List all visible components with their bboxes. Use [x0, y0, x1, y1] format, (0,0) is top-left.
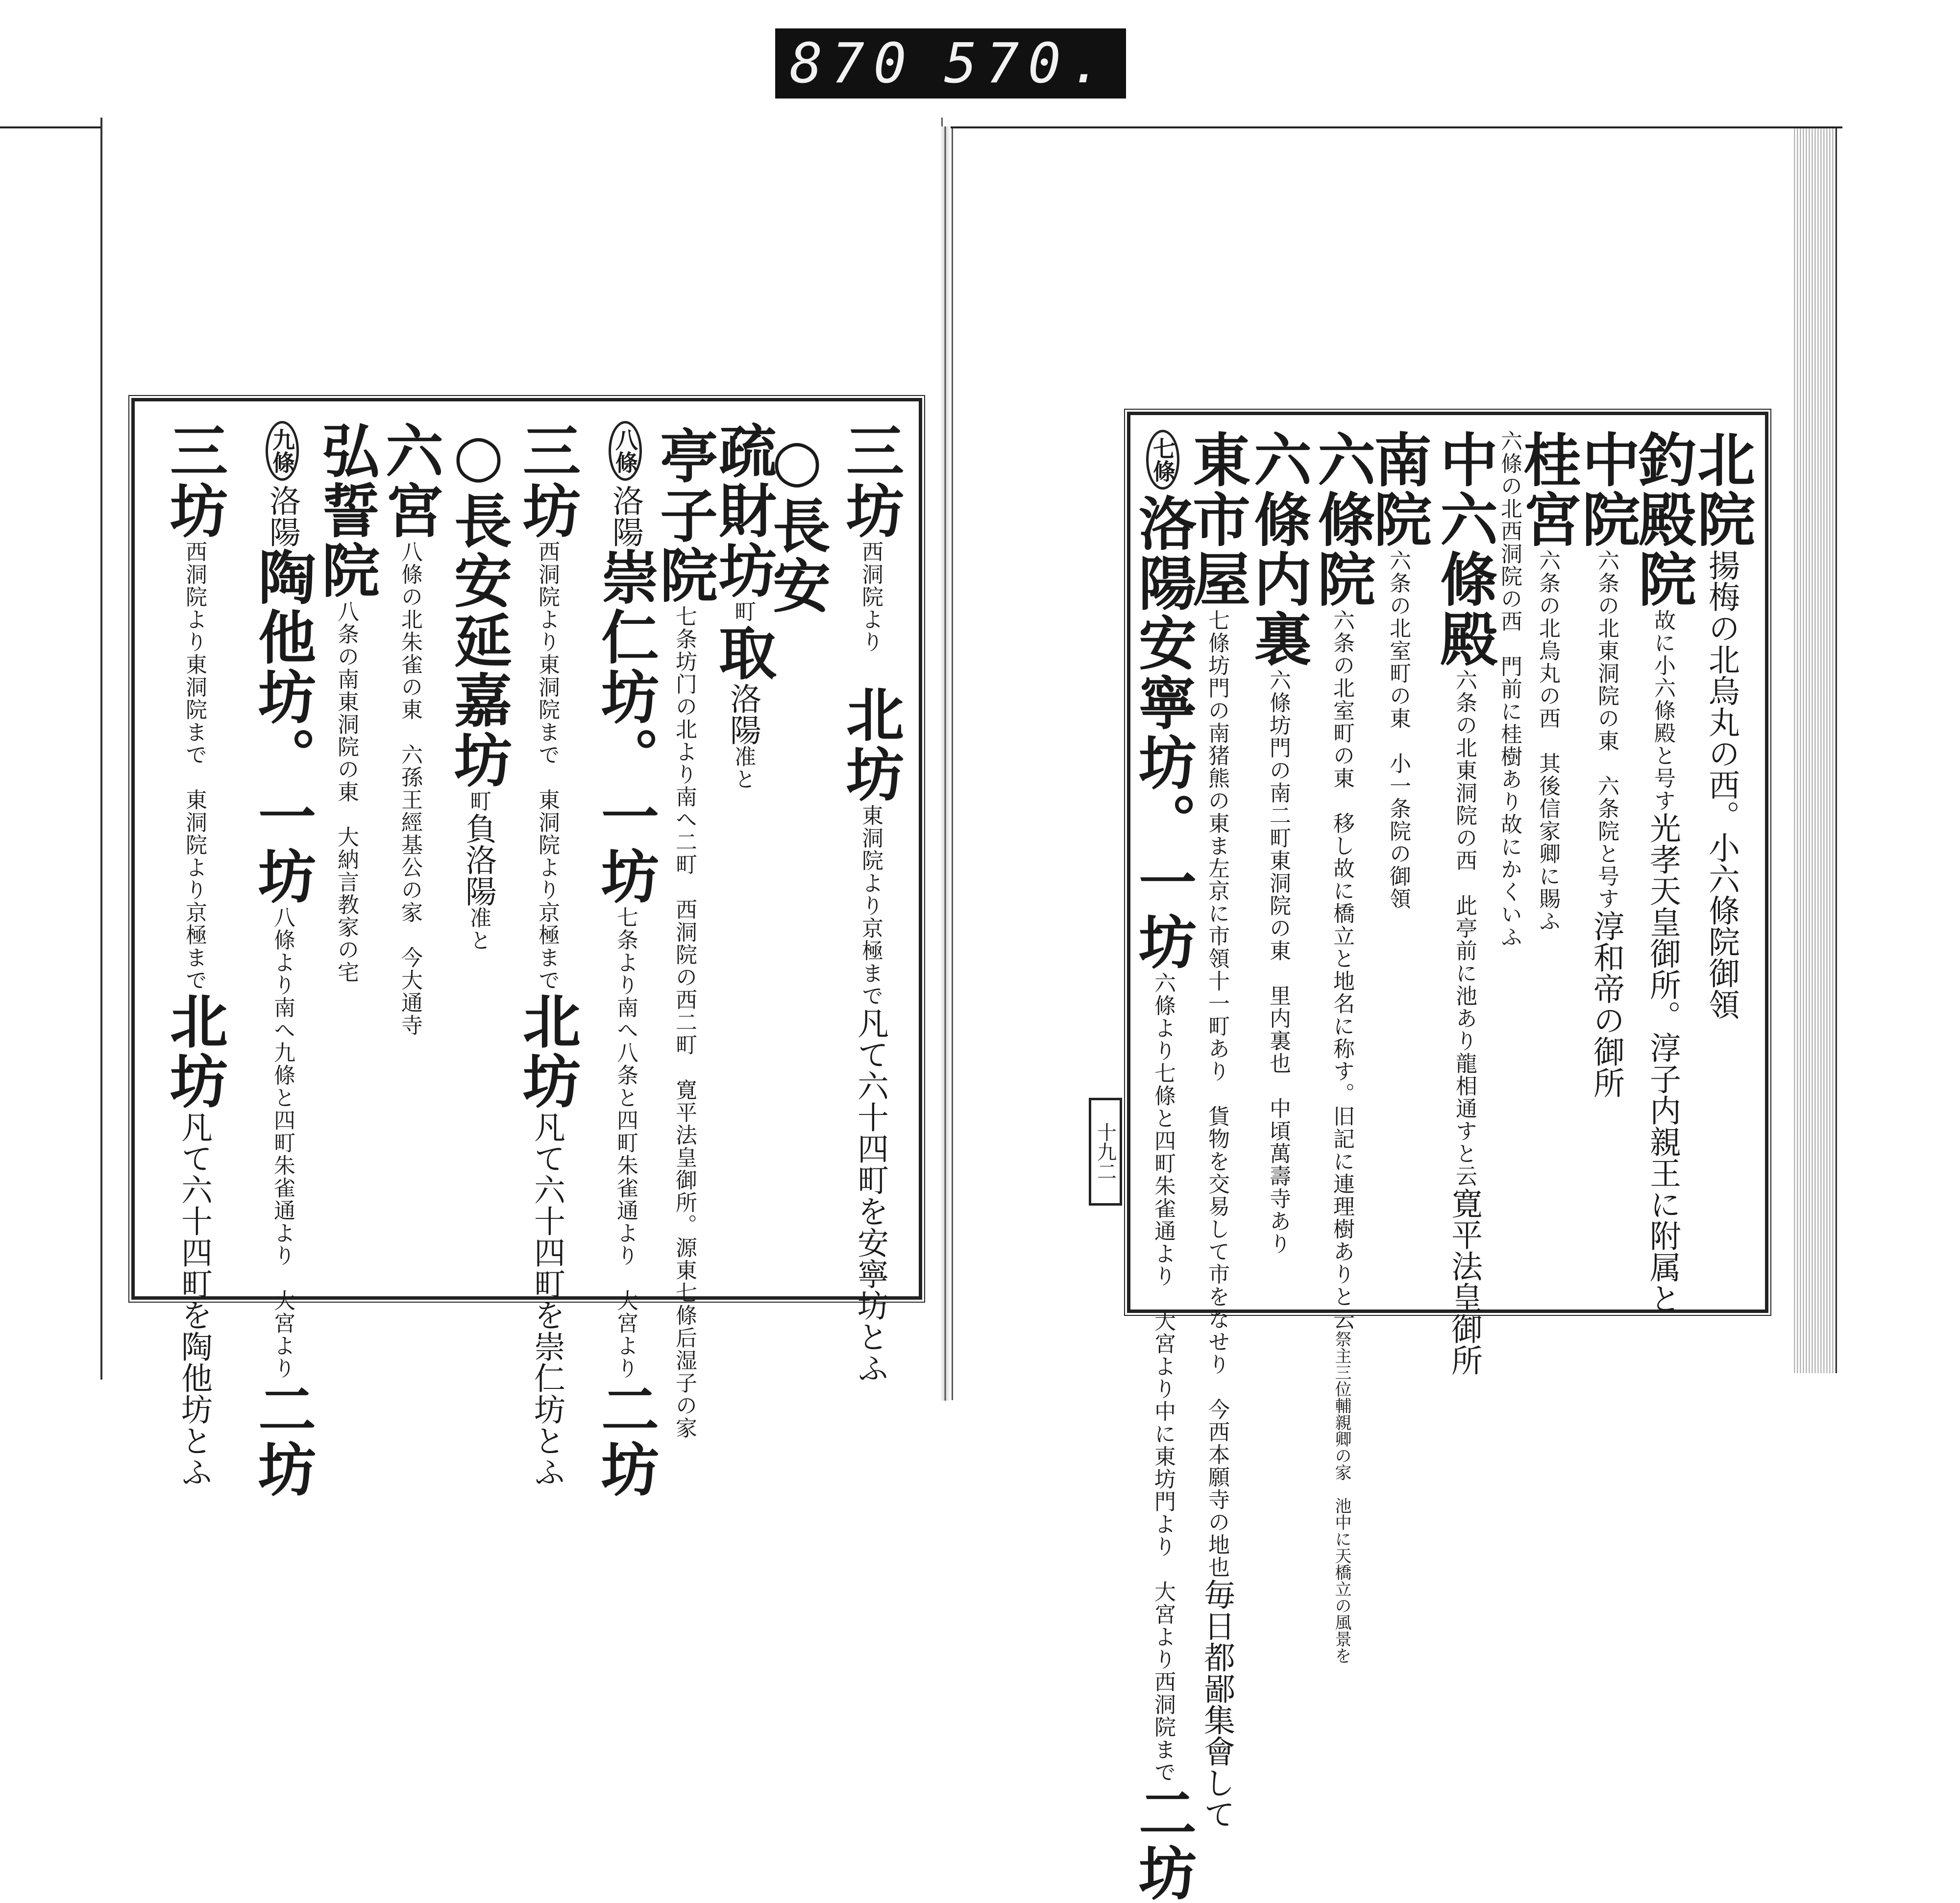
- col-text: 凡て六十四町を崇仁坊とふ: [529, 1111, 565, 1487]
- col-head: 中院: [1572, 430, 1641, 549]
- col-note: 東洞院より: [858, 804, 883, 917]
- col-text: 凡て六十四町を陶他坊とふ: [176, 1111, 212, 1487]
- col-note: 京極まで: [858, 917, 883, 1007]
- col-text: 洛陽: [725, 683, 761, 745]
- col-note: 六条の北東洞院の東 六条院と号す: [1594, 549, 1619, 910]
- col-head: 三坊: [513, 421, 581, 541]
- col-head: 六條院: [1308, 430, 1376, 609]
- scan-label-right: 570.: [944, 31, 1112, 96]
- right-col-9: [1244, 430, 1312, 1255]
- col-head: 一坊: [248, 787, 317, 906]
- col-note: 西洞院より東洞院まで 東洞院より京極まで: [182, 541, 207, 991]
- left-col-9: [312, 421, 380, 984]
- left-text-frame: [131, 398, 922, 1499]
- col-text: 寛平法皇御所: [1446, 1187, 1482, 1376]
- col-note: 准と: [731, 745, 756, 791]
- col-note: 八条の南東洞院の東 大納言教家の宅: [334, 600, 359, 984]
- col-text: 淳和帝の御所: [1588, 910, 1624, 1098]
- col-head: 一坊: [591, 787, 660, 906]
- kujo-circle-mark: 九條: [266, 421, 299, 481]
- col-note: 八條の北朱雀の東 六孫王經基公の家 今大通寺: [397, 541, 422, 1037]
- col-note: 准と: [466, 907, 491, 952]
- col-head: 三坊: [836, 421, 905, 541]
- col-head: 六條内裏: [1244, 430, 1312, 669]
- col-note: 六條より七條と四町朱雀通より 大宮より中に東坊門より 大宮より西洞院まで: [1151, 972, 1176, 1783]
- col-head: 亭子院: [650, 426, 718, 605]
- page-folio-number: 十九二: [1089, 1098, 1122, 1206]
- col-head: ○長: [444, 421, 513, 551]
- page-stack-edge: [1792, 128, 1837, 1373]
- col-head: 安: [763, 556, 831, 616]
- col-head: 北坊: [160, 991, 228, 1111]
- left-col-3: [709, 421, 777, 791]
- col-head: 崇仁坊。: [591, 547, 660, 787]
- col-head: 陶他坊。: [248, 547, 317, 787]
- col-text: 光孝天皇御所。淳子内親王に附属と: [1644, 812, 1681, 1314]
- col-head: 東市屋: [1183, 430, 1251, 609]
- left-col-10: [248, 421, 317, 1499]
- col-head: 三坊: [160, 421, 228, 541]
- scan-label-left: 870: [789, 31, 915, 96]
- right-col-11: [1129, 430, 1197, 1903]
- col-head: 二坊: [1129, 1783, 1197, 1903]
- left-col-4: [650, 426, 718, 1439]
- col-note: 七条より南へ八条と四町朱雀通より 大宮より: [613, 906, 638, 1380]
- col-note: 六条の北東洞院の西 此亭前に池あり龍相通すと云: [1452, 669, 1477, 1187]
- right-col-8: [1308, 430, 1376, 1664]
- left-col-11: [160, 421, 228, 1487]
- col-note: 六条の北室町の東 小一条院の御領: [1386, 549, 1411, 910]
- col-head: 安: [444, 551, 513, 611]
- col-head: 桂宮: [1514, 430, 1582, 549]
- left-col-1: [836, 421, 905, 1384]
- col-text: 陽: [264, 516, 300, 547]
- col-head: 延嘉坊: [444, 611, 513, 790]
- right-col-4: [1514, 430, 1582, 933]
- col-note: 八條より南へ九條と四町朱雀通より 大宮より: [270, 906, 295, 1380]
- left-col-7: [444, 421, 513, 952]
- col-head: 北坊: [836, 685, 905, 804]
- right-col-6: [1430, 430, 1498, 1376]
- col-note: 七條坊門の南猪熊の東ま左京に市領十一町あり 貨物を交易して市をなせり 今西本願寺の地也: [1204, 609, 1229, 1579]
- col-note: 西洞院より東洞院まで 東洞院より京極まで: [535, 541, 560, 991]
- col-head: ○長: [763, 426, 831, 556]
- left-col-8: [376, 421, 444, 1037]
- col-note: 七条坊门の北より南へ二町 西洞院の西二町 寛平法皇御所。源東七條后湿子の家: [672, 605, 697, 1439]
- col-text: 祭主三位輔親卿の家 池中に天橋立の風景を: [1332, 1331, 1351, 1664]
- book-gutter: [940, 126, 951, 1401]
- col-note: 故に小六條殿と号す: [1650, 609, 1675, 812]
- col-head: 疏財坊: [709, 421, 777, 600]
- col-head: 二坊: [248, 1380, 317, 1499]
- col-text: 揚梅の北烏丸の西。小六條院御領: [1703, 549, 1740, 1020]
- right-text-frame: [1127, 412, 1768, 1903]
- col-note: 町: [466, 790, 491, 813]
- col-text: 陽: [607, 516, 643, 547]
- right-col-7: [1364, 430, 1432, 910]
- col-head: 南院: [1364, 430, 1432, 549]
- col-head: 北院: [1688, 430, 1756, 549]
- col-head: 六宮: [376, 421, 444, 541]
- col-text: 凡て六十四町を安寧坊とふ: [852, 1007, 888, 1384]
- col-note: 六條坊門の南二町東洞院の東 里内裏也 中頃萬壽寺あり: [1266, 669, 1291, 1255]
- left-col-5: [591, 421, 660, 1499]
- col-head: 中六條殿: [1430, 430, 1498, 669]
- col-head: 二坊: [591, 1380, 660, 1499]
- col-note: 西洞院より: [858, 541, 883, 653]
- col-note: 六条の北室町の東 移し故に橋立と地名に称す。旧記に連理樹ありと云: [1329, 609, 1354, 1331]
- col-text: 洛: [264, 485, 300, 516]
- col-text: 毎日都鄙集會して: [1199, 1579, 1235, 1829]
- left-col-6: [513, 421, 581, 1487]
- col-note: 町: [731, 600, 756, 623]
- hachijo-circle-mark: 八條: [609, 421, 642, 481]
- col-head: 洛陽安寧坊。一坊: [1129, 494, 1197, 972]
- right-col-3: [1572, 430, 1641, 1098]
- col-text: 負: [460, 813, 496, 844]
- col-head: 取: [709, 623, 777, 683]
- col-note: 六條の北西洞院の西 門前に桂樹あり故にかくいふ: [1497, 430, 1522, 948]
- right-col-2: [1629, 430, 1697, 1314]
- col-head: 北坊: [513, 991, 581, 1111]
- shichijo-circle-mark: 七條: [1146, 430, 1179, 490]
- right-col-1: [1688, 430, 1756, 1020]
- col-note: 六条の北烏丸の西 其後信家卿に賜ふ: [1535, 549, 1560, 933]
- col-head: 弘誓院: [312, 421, 380, 600]
- col-text: 洛陽: [460, 844, 496, 907]
- col-text: 洛: [607, 485, 643, 516]
- col-head: 釣殿院: [1629, 430, 1697, 609]
- scan-label: [775, 28, 1126, 99]
